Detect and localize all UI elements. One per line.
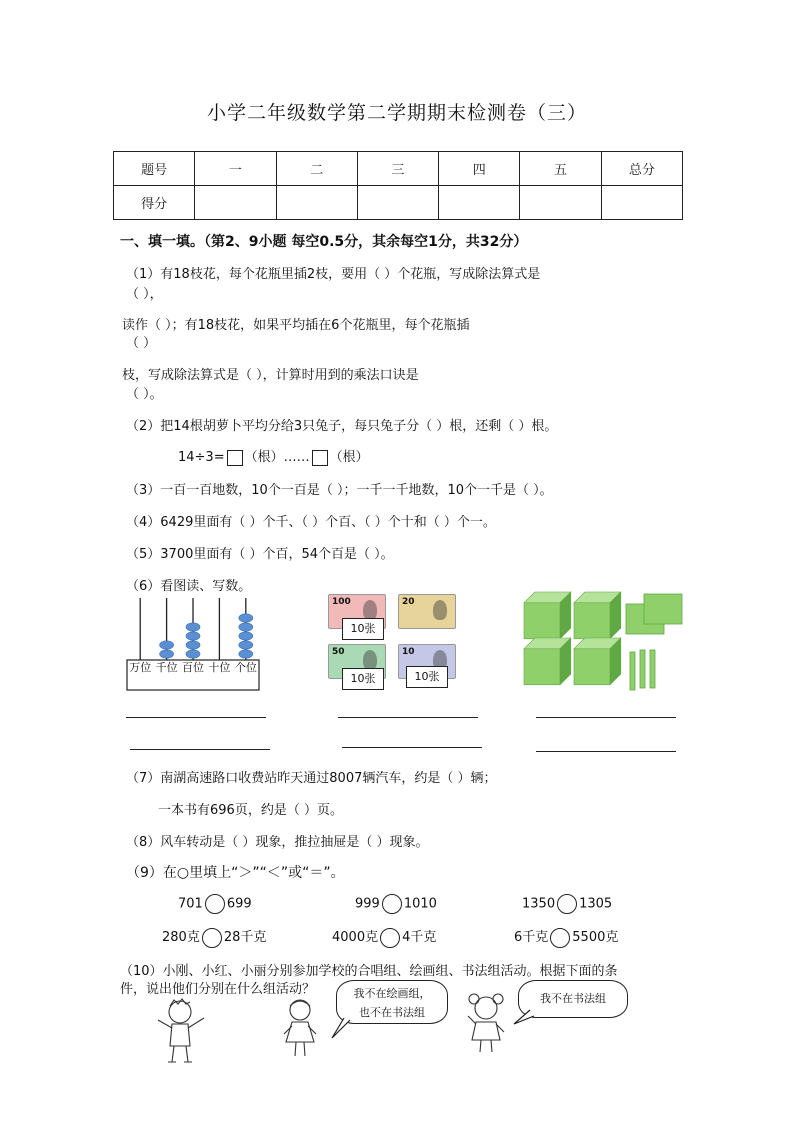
page-title: 小学二年级数学第二学期期末检测卷（三）: [206, 102, 587, 124]
compare-right: 1010: [403, 896, 437, 912]
score-cell: 二: [276, 152, 357, 186]
child-illustration-girl-2: [462, 990, 512, 1056]
compare-right: 28千克: [223, 930, 267, 945]
bill-value: 100: [332, 597, 351, 607]
score-blank-cell[interactable]: [195, 186, 276, 220]
hundred-flat: [644, 594, 682, 624]
compare-left: 701: [178, 896, 203, 912]
compare-item: [522, 894, 612, 914]
question-1-line-4: （ ）: [126, 336, 157, 351]
question-1-line-5: 枝，写成除法算式是（ ），计算时用到的乘法口诀是: [122, 368, 419, 383]
place-value-blocks: [522, 590, 686, 692]
question-9-label: （9）在○里填上“＞”“＜”或“＝”。: [126, 865, 345, 881]
answer-line[interactable]: [338, 717, 478, 718]
speech-bubble-1-tail: [330, 1016, 354, 1042]
abacus-bead: [160, 641, 174, 649]
compare-right: 4千克: [402, 930, 437, 945]
abacus-bead: [239, 650, 253, 658]
bubble-line: 我不在绘画组，: [353, 987, 431, 1000]
score-cell: 五: [520, 152, 601, 186]
abacus-figure: [126, 596, 260, 692]
equation-mid: （根）……: [244, 450, 310, 465]
score-label-cell: 得分: [114, 186, 195, 220]
score-cell: 总分: [601, 152, 682, 186]
compare-circle[interactable]: [557, 894, 577, 914]
cubes-figure: [522, 590, 686, 692]
money-figure: [326, 592, 462, 692]
bundle-label: 10张: [342, 618, 384, 640]
bill-value: 50: [332, 647, 345, 657]
compare-left: 1350: [522, 896, 556, 912]
ten-rod: [650, 650, 655, 688]
abacus-place-label: 百位: [182, 661, 205, 674]
thousand-cube: [574, 638, 621, 685]
question-2-equation: [178, 446, 369, 466]
score-blank-cell[interactable]: [601, 186, 682, 220]
abacus-place-label: 十位: [208, 661, 231, 674]
compare-circle[interactable]: [205, 894, 225, 914]
abacus-place-label: 万位: [129, 661, 152, 674]
bill-20: [398, 594, 456, 629]
compare-left: 6千克: [514, 930, 549, 945]
answer-box[interactable]: [227, 450, 243, 466]
bubble-line: 也不在书法组: [359, 1006, 425, 1019]
child-illustration-boy: [150, 996, 214, 1068]
question-1-line-2: （ ），: [126, 287, 163, 302]
question-7-line-2: 一本书有696页，约是（ ）页。: [158, 803, 343, 818]
compare-left: 280克: [162, 930, 200, 945]
abacus-bead: [160, 650, 174, 658]
compare-circle[interactable]: [550, 928, 570, 948]
child-illustration-girl: [274, 996, 328, 1060]
answer-line[interactable]: [536, 751, 676, 752]
answer-line[interactable]: [536, 717, 676, 718]
question-1-line-3: 读作（ ）；有18枝花，如果平均插在6个花瓶里，每个花瓶插: [122, 318, 470, 333]
score-table: [113, 151, 683, 220]
question-4: （4）6429里面有（ ）个千、（ ）个百、（ ）个十和（ ）个一。: [126, 515, 496, 530]
compare-right: 5500克: [572, 930, 619, 945]
score-table-score-row: [114, 186, 683, 220]
thousand-cube: [524, 592, 571, 639]
abacus-bead: [186, 650, 200, 658]
answer-box[interactable]: [312, 450, 328, 466]
compare-right: 1305: [579, 896, 613, 912]
question-3: （3）一百一百地数，10个一百是（ ）；一千一千地数，10个一千是（ ）。: [126, 483, 553, 498]
compare-item: [355, 894, 437, 914]
bill-value: 10: [402, 647, 415, 657]
abacus-bead: [186, 623, 200, 631]
abacus-bead: [186, 641, 200, 649]
compare-item: [178, 894, 252, 914]
bundle-label: 10张: [342, 668, 384, 690]
compare-item: [514, 926, 618, 948]
score-cell: 一: [195, 152, 276, 186]
answer-line[interactable]: [126, 717, 266, 718]
score-cell: 四: [439, 152, 520, 186]
question-8: （8）风车转动是（ ）现象，推拉抽屉是（ ）现象。: [126, 835, 429, 850]
compare-left: 4000克: [332, 930, 379, 945]
answer-line[interactable]: [130, 749, 270, 750]
speech-bubble-2: 我不在书法组: [518, 980, 628, 1018]
thousand-cube: [524, 638, 571, 685]
abacus-place-label: 千位: [155, 661, 178, 674]
question-2-line-1: （2）把14根胡萝卜平均分给3只兔子，每只兔子分（ ）根，还剩（ ）根。: [126, 419, 558, 434]
score-table-header-row: [114, 152, 683, 186]
abacus-bead: [239, 623, 253, 631]
compare-left: 999: [355, 896, 380, 912]
question-5: （5）3700里面有（ ）个百，54个百是（ ）。: [126, 547, 394, 562]
question-7-line-1: （7）南湖高速路口收费站昨天通过8007辆汽车，约是（ ）辆；: [126, 771, 497, 786]
bundle-label: 10张: [406, 666, 448, 688]
section-heading: 一、填一填。（第2、9小题 每空0.5分，其余每空1分，共32分）: [120, 234, 528, 250]
question-6-label: （6）看图读、写数。: [126, 579, 252, 594]
score-blank-cell[interactable]: [520, 186, 601, 220]
abacus-bead: [239, 641, 253, 649]
score-blank-cell[interactable]: [357, 186, 438, 220]
abacus-bead: [239, 632, 253, 640]
compare-right: 699: [226, 896, 252, 912]
abacus-bead: [186, 632, 200, 640]
abacus-place-label: 个位: [234, 661, 257, 674]
score-blank-cell[interactable]: [276, 186, 357, 220]
thousand-cube: [574, 592, 621, 639]
abacus-bead: [239, 614, 253, 622]
compare-item: [332, 926, 436, 948]
question-1-line-6: （ ）。: [126, 387, 163, 402]
score-cell: 三: [357, 152, 438, 186]
bill-value: 20: [402, 597, 415, 607]
score-blank-cell[interactable]: [439, 186, 520, 220]
compare-circle[interactable]: [382, 894, 402, 914]
compare-circle[interactable]: [202, 928, 222, 948]
equation-start: 14÷3=: [178, 450, 225, 465]
abacus-labels: [127, 661, 259, 689]
score-cell: 题号: [114, 152, 195, 186]
question-1-line-1: （1）有18枝花，每个花瓶里插2枝，要用（ ）个花瓶，写成除法算式是: [126, 267, 541, 282]
answer-line[interactable]: [342, 747, 482, 748]
speech-bubble-2-tail: [510, 1008, 536, 1028]
compare-circle[interactable]: [380, 928, 400, 948]
question-10-line-2: 件，说出他们分别在什么组活动？: [120, 982, 316, 997]
question-10-line-1: （10）小刚、小红、小丽分别参加学校的合唱组、绘画组、书法组活动。根据下面的条: [120, 964, 618, 979]
ten-rod: [630, 652, 635, 690]
equation-end: （根）: [329, 450, 369, 465]
compare-item: [162, 926, 266, 948]
ten-rod: [640, 650, 645, 688]
